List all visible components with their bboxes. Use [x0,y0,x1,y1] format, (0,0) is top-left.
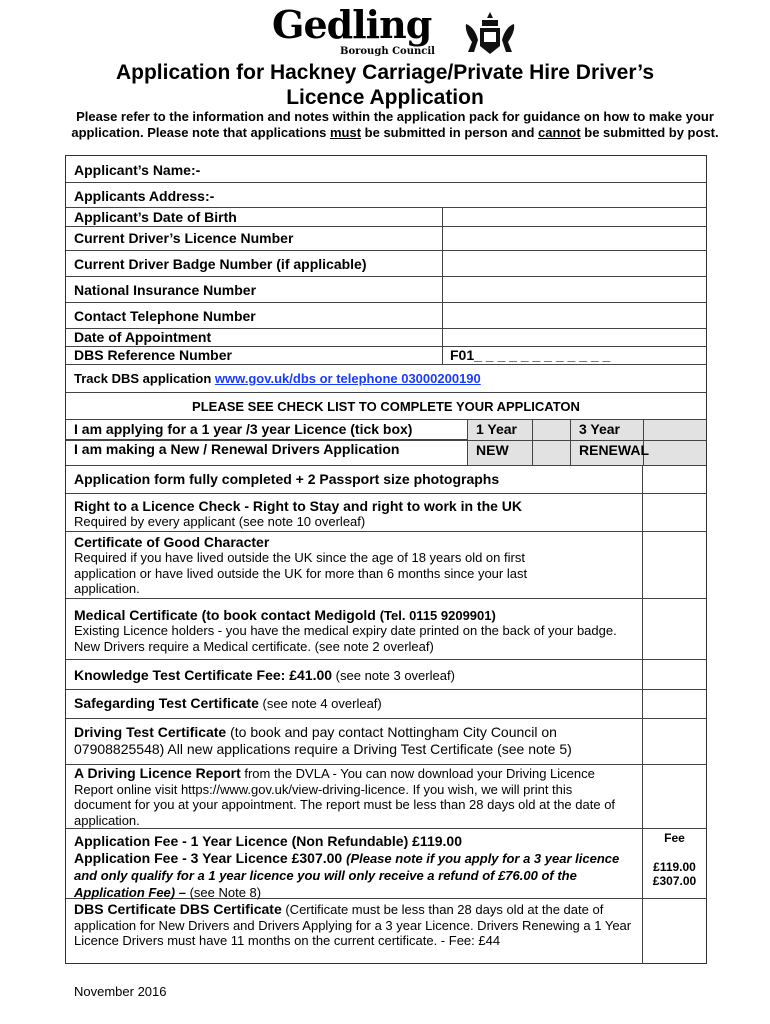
gedling-logo [272,2,522,58]
page-title-line2: Licence Application [286,86,484,109]
tick-box-3-year[interactable] [644,420,706,440]
field-licence-number[interactable]: Current Driver’s Licence Number [66,227,706,251]
application-form-table [65,155,707,964]
checklist-item-driving-test: Driving Test Certificate (to book and pay contact Nottingham City Council on 07908825548) All new applications require a Driving Test Certificate (see note 5) [66,719,706,765]
checklist-heading: PLEASE SEE CHECK LIST TO COMPLETE YOUR APPLICATON [66,393,706,420]
field-badge-number[interactable]: Current Driver Badge Number (if applicable) [66,251,706,277]
checklist-item-driving-licence-report: A Driving Licence Report from the DVLA - You can now download your Driving Licence Report online visit https://www.gov.uk/view-driving-licence. If you wish, we will print this document for you at your appointment. The report must be less than 28 days old at the date of application. [66,765,706,829]
logo-text: Gedling [272,2,432,47]
coat-of-arms-icon [462,10,518,58]
application-fee-row: Application Fee - 1 Year Licence (Non Refundable) £119.00 Application Fee - 3 Year Licence £307.00 (Please note if you apply for a 3 year licence and only qualify for a 1 year licence you will only receive a refund of £76.00 of the Application Fee) – (see Note 8) Fee £119.00 £307.00 [66,829,706,899]
checklist-item-good-character: Certificate of Good Character Required if you have lived outside the UK since the age of 18 years old on first application or have lived outside the UK for more than 6 months since your last application. [66,532,706,599]
fee-header: Fee [664,831,685,845]
checklist-item-safeguarding: Safegarding Test Certificate (see note 4 overleaf) [66,690,706,719]
checklist-item-application-form: Application form fully completed + 2 Passport size photographs [66,466,706,494]
intro-text: Please refer to the information and notes within the application pack for guidance on how to make your application. Please note that applications must be submitted in person and cannot be submitted by post. [71,109,719,140]
track-dbs-row: Track DBS application www.gov.uk/dbs or telephone 03000200190 [66,365,706,393]
option-new-label: NEW [476,442,509,458]
tick-box-new[interactable] [533,441,570,465]
page-title: Application for Hackney Carriage/Private Hire Driver’s [115,61,655,84]
option-renewal-label: RENEWAL [579,442,649,458]
licence-length-row: I am applying for a 1 year /3 year Licence (tick box) [66,420,706,440]
field-name[interactable]: Applicant’s Name:- [66,156,706,183]
checklist-item-right-to-work: Right to a Licence Check - Right to Stay and right to work in the UK Required by every applicant (see note 10 overleaf) [66,494,706,532]
logo-subtext: Borough Council [340,46,435,57]
footer-date: November 2016 [74,984,167,999]
option-1-year-label: 1 Year [476,421,518,437]
fee-1-year: £119.00 [653,860,696,874]
checklist-item-knowledge-test: Knowledge Test Certificate Fee: £41.00 (see note 3 overleaf) [66,660,706,690]
dbs-certificate-row: DBS Certificate DBS Certificate (Certificate must be less than 28 days old at the date of application for New Drivers and Drivers Applying for a 3 year Licence. Drivers Renewing a 1 Year Licence Drivers must have 11 months on the current certificate. - Fee: £44 [74,901,632,948]
option-3-year-label: 3 Year [579,421,621,437]
field-dbs-reference[interactable]: DBS Reference Number F01_ _ _ _ _ _ _ _ _ _ _ _ [66,347,706,365]
tick-box-renewal[interactable] [644,441,706,465]
checklist-item-medical: Medical Certificate (to book contact Medigold (Tel. 0115 9209901) Existing Licence holders - you have the medical expiry date printed on the back of your badge. New Drivers require a Medical certificate. (see note 2 overleaf) [66,599,706,660]
field-address[interactable]: Applicants Address:- [66,183,706,208]
field-telephone[interactable]: Contact Telephone Number [66,303,706,329]
dbs-reference-value: F01_ _ _ _ _ _ _ _ _ _ _ _ [450,347,611,363]
field-dob[interactable]: Applicant’s Date of Birth [66,208,706,227]
field-ni-number[interactable]: National Insurance Number [66,277,706,303]
track-dbs-link[interactable]: www.gov.uk/dbs or telephone 03000200190 [214,371,481,386]
field-appointment-date[interactable]: Date of Appointment [66,329,706,347]
fee-3-year: £307.00 [652,874,697,888]
application-type-row: I am making a New / Renewal Drivers Application [66,440,706,466]
tick-box-1-year[interactable] [533,420,570,440]
